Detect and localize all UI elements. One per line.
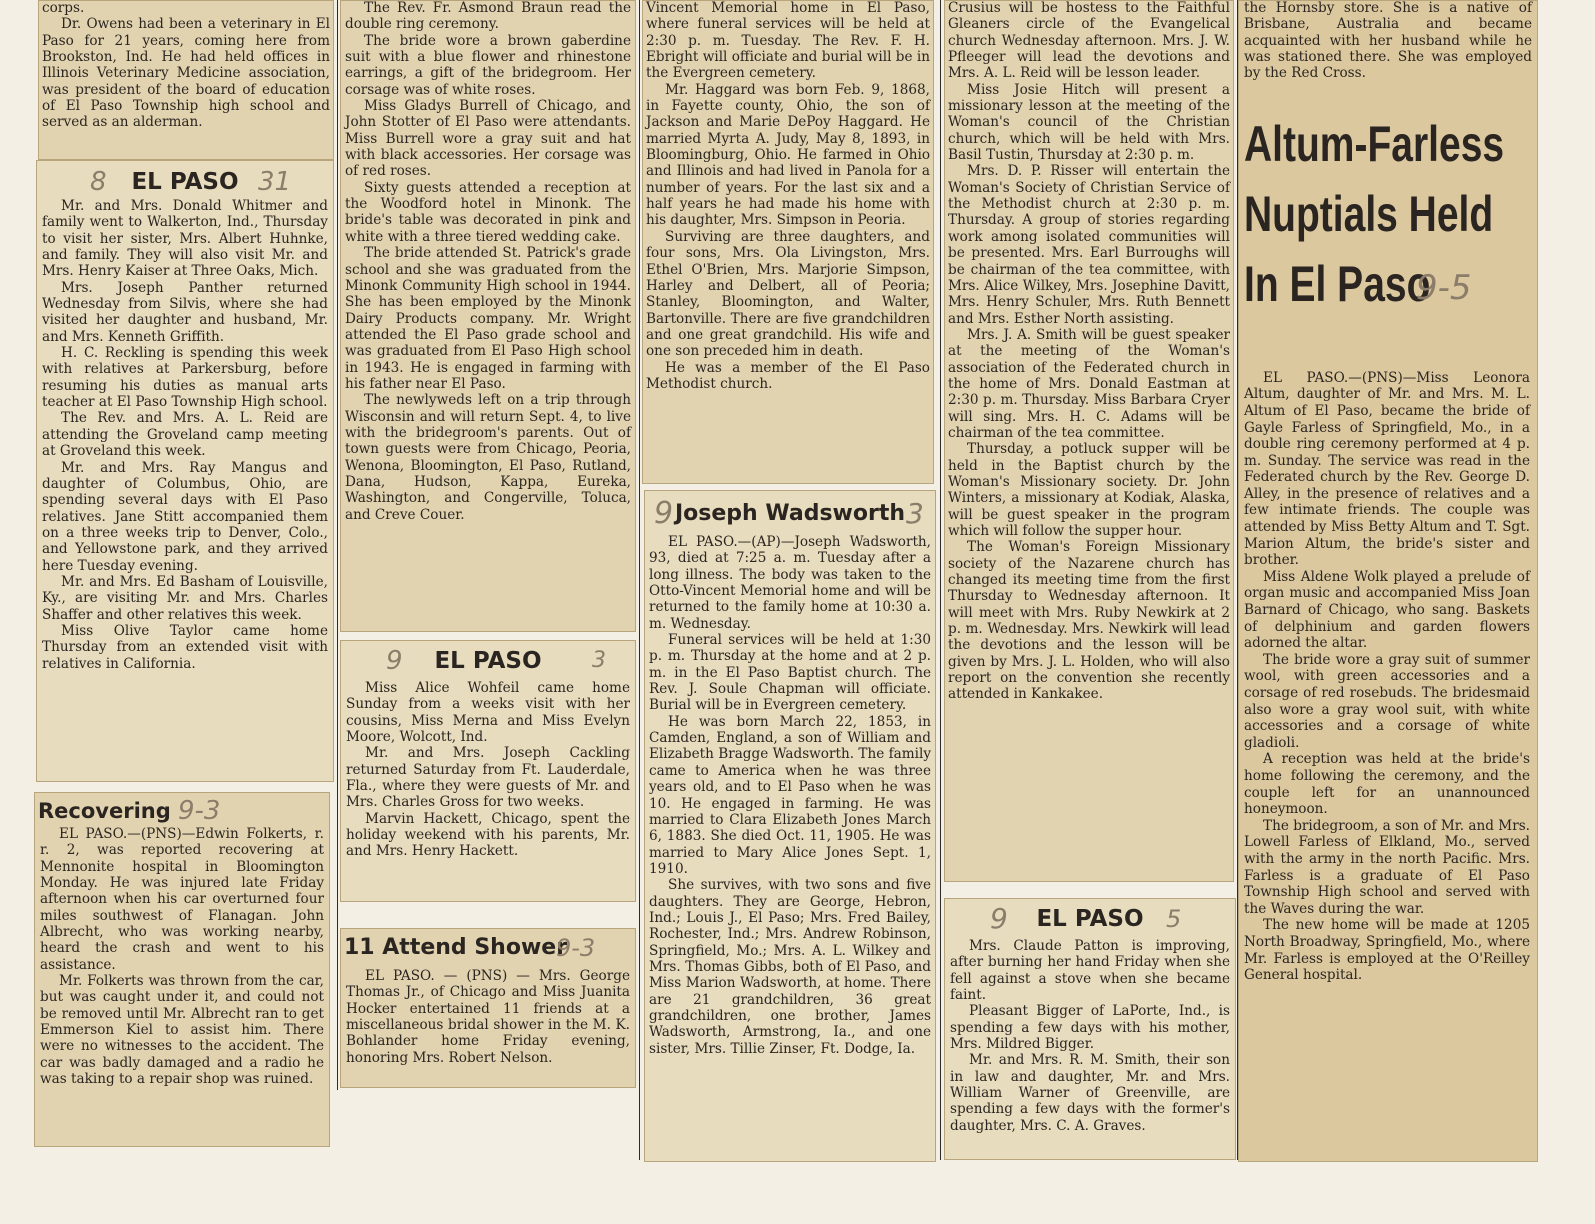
paragraph: Mr. and Mrs. R. M. Smith, their son in law and daughter, Mr. and Mrs. William Warner of Greenville, are spending a few days with the former's daughter, Mrs. C. A. Graves. <box>950 1052 1230 1134</box>
paragraph: Mrs. Claude Patton is improving, after burning her hand Friday when she fell against a stove when she became faint. <box>950 938 1230 1004</box>
paragraph: EL PASO.—(AP)—Joseph Wadsworth, 93, died at 7:25 a. m. Tuesday after a long illness. The body was taken to the Otto-Vincent Memorial home and will be returned to the family home at 10:30 a. m. Wednesday. <box>649 534 931 632</box>
section-title: EL PASO <box>1036 906 1144 932</box>
section-title: EL PASO <box>131 169 239 195</box>
paragraph: Mrs. D. P. Risser will entertain the Woman's Society of Christian Service of the Methodist church at 2:30 p. m. Thursday. A group of stories regarding work among isolated communities will be presented. Mrs. Earl Burroughs will be chairman of the tea committee, with Mrs. Alice Wilkey, Mrs. Josephine Davitt, Mrs. Henry Schuler, Mrs. Ruth Bennett and Mrs. Esther North assisting. <box>948 163 1230 327</box>
col2-shower-header <box>340 928 636 964</box>
col2-shower-clip <box>340 928 636 1088</box>
pencil-mark: 9 <box>386 646 403 676</box>
paragraph: the Hornsby store. She is a native of Brisbane, Australia and became acquainted with her husband while he was stationed there. She was employed by the Red Cross. <box>1244 0 1532 82</box>
pencil-mark: 5 <box>1166 905 1182 933</box>
paragraph: The newlyweds left on a trip through Wisconsin and will return Sept. 4, to live with the bridegroom's parents. Out of town guests were from Chicago, Peoria, Wenona, Bloomington, El Paso, Rutland, Dana, Hudson, Kappa, Eureka, Washington, and Congerville, Toluca, and Creve Couer. <box>345 392 631 523</box>
paragraph: Vincent Memorial home in El Paso, where funeral services will be held at 2:30 p. m. Tuesday. The Rev. F. H. Ebright will officiate and burial will be in the Evergreen cemetery. <box>646 0 930 82</box>
col2-elpaso-header <box>340 640 636 676</box>
col3-funeral-text <box>642 0 934 392</box>
paragraph: Miss Josie Hitch will present a missionary lesson at the meeting of the Woman's council of the Christian church, which will be held with Mrs. Basil Tustin, Thursday at 2:30 p. m. <box>948 81 1230 164</box>
col3-wadsworth-header <box>644 490 936 531</box>
col4-elpaso-text <box>944 934 1236 1134</box>
col5-clip <box>1238 0 1538 1162</box>
paragraph: Mr. and Mrs. Ray Mangus and daughter of Columbus, Ohio, are spending several days with El Paso relatives. Jane Stitt accompanied them on a three weeks trip to Denver, Colo., and Yellowstone park, and they arrived here Tuesday evening. <box>42 459 328 574</box>
col5-wedding-text <box>1238 350 1538 984</box>
col4-elpaso-header <box>944 898 1236 934</box>
paragraph: EL PASO.—(PNS)—Edwin Folkerts, r. r. 2, was reported recovering at Mennonite hospital in Bloomington Monday. He was injured late Friday afternoon when his car overturned four miles southwest of Flanagan. John Albrecht, who was working nearby, heard the crash and went to his assistance. <box>40 826 324 973</box>
paragraph: Dr. Owens had been a veterinary in El Paso for 21 years, coming here from Brookston, Ind. He had held offices in Illinois Veterinary Medicine association, was president of the board of education of El Paso Township high school and served as an alderman. <box>42 16 330 131</box>
col4-club-clip <box>944 0 1234 882</box>
col2-elpaso-clip <box>340 640 636 902</box>
pencil-mark: 9-3 <box>178 796 221 826</box>
section-title: 11 Attend Shower <box>344 935 568 960</box>
paragraph: Pleasant Bigger of LaPorte, Ind., is spending a few days with his mother, Mrs. Mildred Bigger. <box>950 1003 1230 1053</box>
paragraph: Surviving are three daughters, and four sons, Mrs. Ola Livingston, Mrs. Ethel O'Brien, Mrs. Marjorie Simpson, Harley and Delbert, all of Peoria; Stanley, Bloomington, and Walter, Bartonville. There are five grandchildren and one great grandchild. His wife and one son preceded him in death. <box>646 228 930 360</box>
paragraph: He was a member of the El Paso Methodist church. <box>646 359 930 392</box>
paragraph: Marvin Hackett, Chicago, spent the holiday weekend with his parents, Mr. and Mrs. Henry Hackett. <box>346 810 630 860</box>
paragraph: The bride attended St. Patrick's grade school and she was graduated from the Minonk Community High school in 1944. She has been employed by the Minonk Dairy Products company. Mr. Wright attended the El Paso grade school and was graduated from El Paso High school in 1943. He is engaged in farming with his father near El Paso. <box>345 245 631 392</box>
col3-wadsworth-clip <box>644 490 936 1162</box>
paragraph: Sixty guests attended a reception at the Woodford hotel in Minonk. The bride's table was decorated in pink and white with a three tiered wedding cake. <box>345 179 631 245</box>
col5-headline <box>1238 100 1538 350</box>
paragraph: Mrs. Joseph Panther returned Wednesday from Silvis, where she had visited her daughter and husband, Mr. and Mrs. Kenneth Griffith. <box>42 279 328 345</box>
paragraph: Mr. Haggard was born Feb. 9, 1868, in Fayette county, Ohio, the son of Jackson and Marie DePoy Haggard. He married Myrta A. Judy, May 8, 1893, in Bloomingburg, Ohio. He farmed in Ohio and Illinois and had lived in Panola for a number of years. For the last six and a half years he had made his home with his daughter, Mrs. Simpson in Peoria. <box>646 81 930 229</box>
pencil-mark: 8 <box>90 167 107 197</box>
paragraph: The Rev. and Mrs. A. L. Reid are attending the Groveland camp meeting at Groveland this week. <box>42 410 328 460</box>
col5-top-text <box>1238 0 1538 82</box>
paragraph: Miss Alice Wohfeil came home Sunday from a weeks visit with her cousins, Miss Merna and Miss Evelyn Moore, Wolcott, Ind. <box>346 680 630 746</box>
paragraph: corps. <box>42 0 85 16</box>
col1-top-clip <box>38 0 334 160</box>
col1-recovering-text <box>34 824 330 1088</box>
paragraph: Thursday, a potluck supper will be held in the Baptist church by the Woman's Missionary society. Dr. John Winters, a missionary at Kodiak, Alaska, will be guest speaker in the program which will follow the supper hour. <box>948 441 1230 539</box>
paragraph: Mr. and Mrs. Ed Basham of Louisville, Ky., are visiting Mr. and Mrs. Charles Shaffer and other relatives this week. <box>42 573 328 623</box>
paragraph: H. C. Reckling is spending this week with relatives at Parkersburg, before resuming his duties as manual arts teacher at El Paso Township High school. <box>42 345 328 411</box>
pencil-mark: 3 <box>906 497 924 530</box>
pencil-mark: 9 <box>654 496 674 531</box>
paragraph: The Rev. Fr. Asmond Braun read the double ring ceremony. <box>345 0 631 33</box>
paragraph: The bride wore a brown gaberdine suit with a blue flower and rhinestone earrings, a gift of the bridegroom. Her corsage was of white roses. <box>345 32 631 98</box>
column-rule <box>337 0 338 1090</box>
section-title: EL PASO <box>434 648 542 674</box>
headline-line: In El Paso <box>1244 255 1431 312</box>
paragraph: Mr. Folkerts was thrown from the car, but was caught under it, and could not be removed until Mr. Albrecht ran to get Emmerson Kiel to assist him. There were no witnesses to the accident. The car was badly damaged and a radio he was taking to a repair shop was ruined. <box>40 973 324 1088</box>
col3-funeral-clip <box>642 0 934 484</box>
paragraph: Miss Olive Taylor came home Thursday from an extended visit with relatives in California. <box>42 622 328 672</box>
paragraph: Mrs. J. A. Smith will be guest speaker at the meeting of the Woman's association of the Federated church in the home of Mrs. Donald Eastman at 2:30 p. m. Thursday. Miss Barbara Cryer will sing. Mrs. H. C. Adams will be chairman of the tea committee. <box>948 326 1230 441</box>
paragraph: EL PASO.—(PNS)—Miss Leonora Altum, daughter of Mr. and Mrs. M. L. Altum of El Paso, became the bride of Gayle Farless of Springfield, Mo., in a double ring ceremony performed at 4 p. m. Sunday. The service was read in the Federated church by the Rev. George D. Alley, in the presence of relatives and a few intimate friends. The couple was attended by Miss Betty Altum and T. Sgt. Marion Altum, the bride's sister and brother. <box>1244 369 1530 569</box>
paragraph: EL PASO. — (PNS) — Mrs. George Thomas Jr., of Chicago and Miss Juanita Hocker entertained 11 friends at a miscellaneous bridal shower in the M. K. Bohlander home Friday evening, honoring Mrs. Robert Nelson. <box>346 968 630 1066</box>
paragraph: Crusius will be hostess to the Faithful Gleaners circle of the Evangelical church Wednesday afternoon. Mrs. J. W. Pfleeger will lead the devotions and Mrs. A. L. Reid will be lesson leader. <box>948 0 1230 82</box>
paragraph: She survives, with two sons and five daughters. They are George, Hebron, Ind.; Louis J., El Paso; Mrs. Fred Bailey, Rochester, Ind.; Mrs. Andrew Robinson, Springfield, Mo.; Mrs. A. L. Wilkey and Mrs. Thomas Gibbs, both of El Paso, and Miss Marion Wadsworth, at home. There are 21 grandchildren, 36 great grandchildren, one brother, James Wadsworth, Armstrong, Ia., and one sister, Mrs. Tillie Zinser, Ft. Dodge, Ia. <box>649 877 931 1057</box>
col2-elpaso-text <box>340 676 636 860</box>
pencil-mark: 9-3 <box>556 934 596 962</box>
col1-recovering-header <box>34 792 330 824</box>
paragraph: Miss Aldene Wolk played a prelude of organ music and accompanied Miss Joan Barnard of Chicago, who sang. Baskets of delphinium and garden flowers adorned the altar. <box>1244 568 1530 652</box>
column-rule <box>940 0 941 1160</box>
paragraph: The bridegroom, a son of Mr. and Mrs. Lowell Farless of Elkland, Mo., served with the army in the north Pacific. Mrs. Farless is a graduate of El Paso Township High school and served with the Waves during the war. <box>1244 817 1530 917</box>
col4-club-text <box>944 0 1234 703</box>
pencil-mark: 31 <box>258 167 292 197</box>
col2-wedding-clip <box>340 0 636 632</box>
pencil-mark: 9 <box>990 902 1008 935</box>
paragraph: Miss Gladys Burrell of Chicago, and John Stotter of El Paso were attendants. Miss Burrell wore a gray suit and hat with black accessories. Her corsage was of red roses. <box>345 98 631 180</box>
pencil-mark: 9-5 <box>1416 267 1472 308</box>
col1-top-text <box>38 0 334 131</box>
paragraph: A reception was held at the bride's home following the ceremony, and the couple left for an unannounced honeymoon. <box>1244 751 1530 818</box>
paragraph: Funeral services will be held at 1:30 p. m. Thursday at the home and at 2 p. m. in the El Paso Baptist church. The Rev. J. Soule Chapman will officiate. Burial will be in Evergreen cemetery. <box>649 632 931 714</box>
headline-line: Nuptials Held <box>1244 185 1494 242</box>
paragraph: The bride wore a gray suit of summer wool, with green accessories and a corsage of red rosebuds. The bridesmaid also wore a gray wool suit, with white accessories and a corsage of white gladioli. <box>1244 651 1530 751</box>
headline-line: Altum-Farless <box>1244 115 1505 172</box>
col4-elpaso-clip <box>944 898 1236 1160</box>
paragraph: Mr. and Mrs. Joseph Cackling returned Saturday from Ft. Lauderdale, Fla., where they were guests of Mr. and Mrs. Charles Gross for two weeks. <box>346 745 630 811</box>
col3-wadsworth-text <box>644 528 936 1057</box>
column-rule <box>1237 0 1238 1160</box>
col1-elpaso-text <box>36 196 334 672</box>
column-rule <box>639 0 640 1160</box>
paragraph: Mr. and Mrs. Donald Whitmer and family went to Walkerton, Ind., Thursday to visit her sister, Mrs. Albert Huhnke, and family. They will also visit Mr. and Mrs. Henry Kaiser at Three Oaks, Mich. <box>42 198 328 280</box>
paragraph: The new home will be made at 1205 North Broadway, Springfield, Mo., where Mr. Farless is employed at the O'Reilley General hospital. <box>1244 917 1530 984</box>
col1-elpaso-clip <box>36 160 334 782</box>
col1-elpaso-header <box>36 160 334 196</box>
paragraph: The Woman's Foreign Missionary society of the Nazarene church has changed its meeting time from the first Thursday to Wednesday afternoon. It will meet with Mrs. Ruby Newkirk at 2 p. m. Wednesday. Mrs. Newkirk will lead the devotions and the lesson will be given by Mrs. J. L. Holden, who will also report on the convention she recently attended in Kankakee. <box>948 539 1230 703</box>
col1-recovering-clip <box>34 792 330 1147</box>
pencil-mark: 3 <box>592 648 606 673</box>
section-title: Recovering <box>38 799 171 823</box>
section-title: Joseph Wadsworth <box>674 501 906 526</box>
col2-wedding-text <box>340 0 636 523</box>
paragraph: He was born March 22, 1853, in Camden, England, a son of William and Elizabeth Bragge Wadsworth. The family came to America when he was three years old, and to El Paso when he was 10. He engaged in farming. He was married to Clara Elizabeth Jones March 6, 1883. She died Oct. 11, 1905. He was married to Mary Alice Jones Sept. 1, 1910. <box>649 713 931 877</box>
col2-shower-text <box>340 964 636 1066</box>
